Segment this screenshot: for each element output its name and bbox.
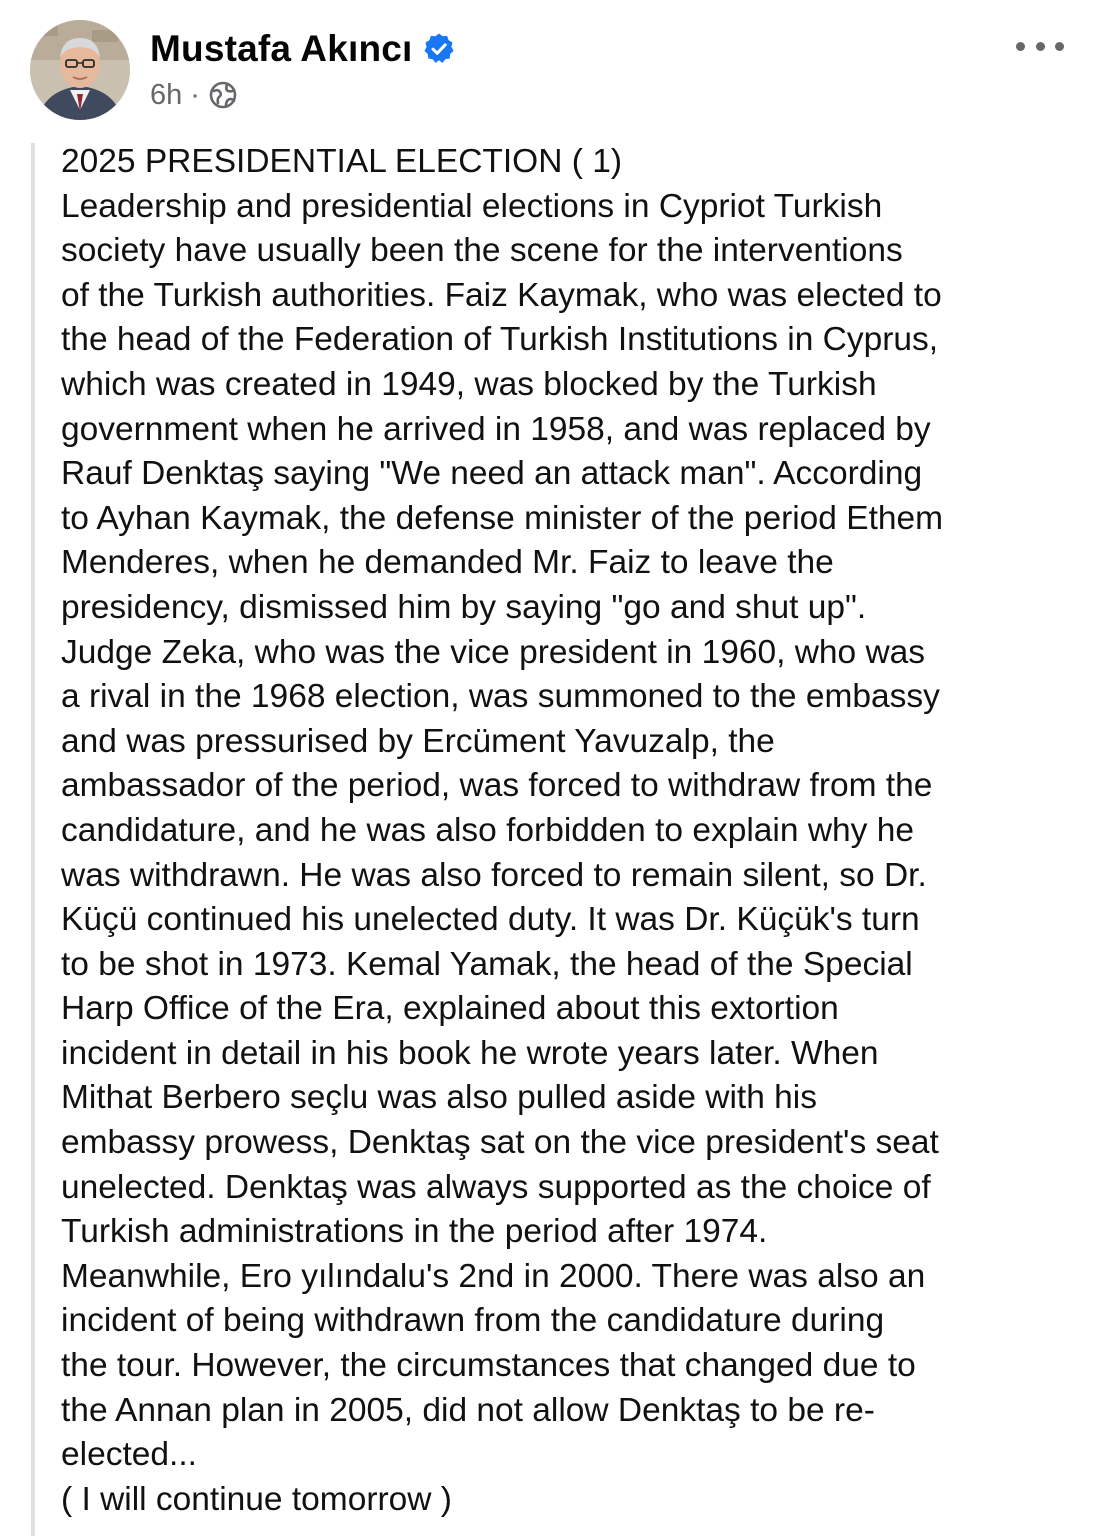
post-text-line: Judge Zeka, who was the vice president in 1960, who was xyxy=(61,633,926,671)
verified-badge-icon xyxy=(422,32,456,66)
post-text-line: the head of the Federation of Turkish Institutions in Cyprus, xyxy=(61,321,939,359)
post-text-line: Küçü continued his unelected duty. It was Dr. Küçük's turn xyxy=(61,901,920,939)
post-text-line: the Annan plan in 2005, did not allow Denktaş to be re- xyxy=(61,1391,875,1429)
quote-bar xyxy=(31,143,35,1536)
post-text-line: a rival in the 1968 election, was summoned to the embassy xyxy=(61,678,940,716)
post-text-line: Rauf Denktaş saying "We need an attack man". According xyxy=(61,455,923,493)
post-text-line: elected... xyxy=(61,1436,197,1474)
post-text-line: to be shot in 1973. Kemal Yamak, the head of the Special xyxy=(61,945,913,983)
post-text-line: ambassador of the period, was forced to withdraw from the xyxy=(61,767,933,805)
post-text-line: Menderes, when he demanded Mr. Faiz to leave the xyxy=(61,544,834,582)
post-text-line: was withdrawn. He was also forced to remain silent, so Dr. xyxy=(61,856,927,894)
post-text-line: candidature, and he was also forbidden to explain why he xyxy=(61,811,914,849)
post-text xyxy=(61,140,1081,1522)
more-options-icon xyxy=(1016,42,1025,51)
more-options-icon xyxy=(1036,42,1045,51)
post-text-line: Turkish administrations in the period after 1974. xyxy=(61,1213,768,1251)
post-text-line: embassy prowess, Denktaş sat on the vice president's seat xyxy=(61,1124,939,1162)
post-timestamp[interactable]: 6h xyxy=(150,78,183,111)
author-name[interactable]: Mustafa Akıncı xyxy=(150,28,413,69)
meta-separator: · xyxy=(190,78,200,111)
post-text-line: to Ayhan Kaymak, the defense minister of the period Ethem xyxy=(61,499,944,537)
post-text-line: Leadership and presidential elections in Cypriot Turkish xyxy=(61,187,883,225)
post-text-line: Harp Office of the Era, explained about this extortion xyxy=(61,990,839,1028)
post-text-line: Mithat Berbero seçlu was also pulled aside with his xyxy=(61,1079,817,1117)
post-meta xyxy=(150,78,238,112)
post-text-line: of the Turkish authorities. Faiz Kaymak, who was elected to xyxy=(61,276,942,314)
post-text-line: society have usually been the scene for the interventions xyxy=(61,232,903,270)
post-text-line: unelected. Denktaş was always supported as the choice of xyxy=(61,1168,931,1206)
more-options-icon xyxy=(1055,42,1064,51)
post-text-line: which was created in 1949, was blocked by the Turkish xyxy=(61,365,877,403)
post-text-line: presidency, dismissed him by saying "go and shut up". xyxy=(61,588,867,626)
post-text-line: the tour. However, the circumstances that changed due to xyxy=(61,1347,916,1385)
post-header xyxy=(0,0,1094,130)
post-text-line: ( I will continue tomorrow ) xyxy=(61,1480,452,1518)
post-text-line: Meanwhile, Ero yılındalu's 2nd in 2000. There was also an xyxy=(61,1257,926,1295)
post-text-line: incident of being withdrawn from the candidature during xyxy=(61,1302,885,1340)
post-heading-line: 2025 PRESIDENTIAL ELECTION ( 1) xyxy=(61,143,622,180)
post-text-line: incident in detail in his book he wrote years later. When xyxy=(61,1034,879,1072)
post-text-line: and was pressurised by Ercüment Yavuzalp, the xyxy=(61,722,775,760)
more-options-button[interactable] xyxy=(1016,30,1064,62)
globe-icon[interactable] xyxy=(208,80,238,110)
avatar[interactable] xyxy=(30,20,130,120)
post-text-line: government when he arrived in 1958, and was replaced by xyxy=(61,410,931,448)
avatar-photo-icon xyxy=(30,20,130,120)
